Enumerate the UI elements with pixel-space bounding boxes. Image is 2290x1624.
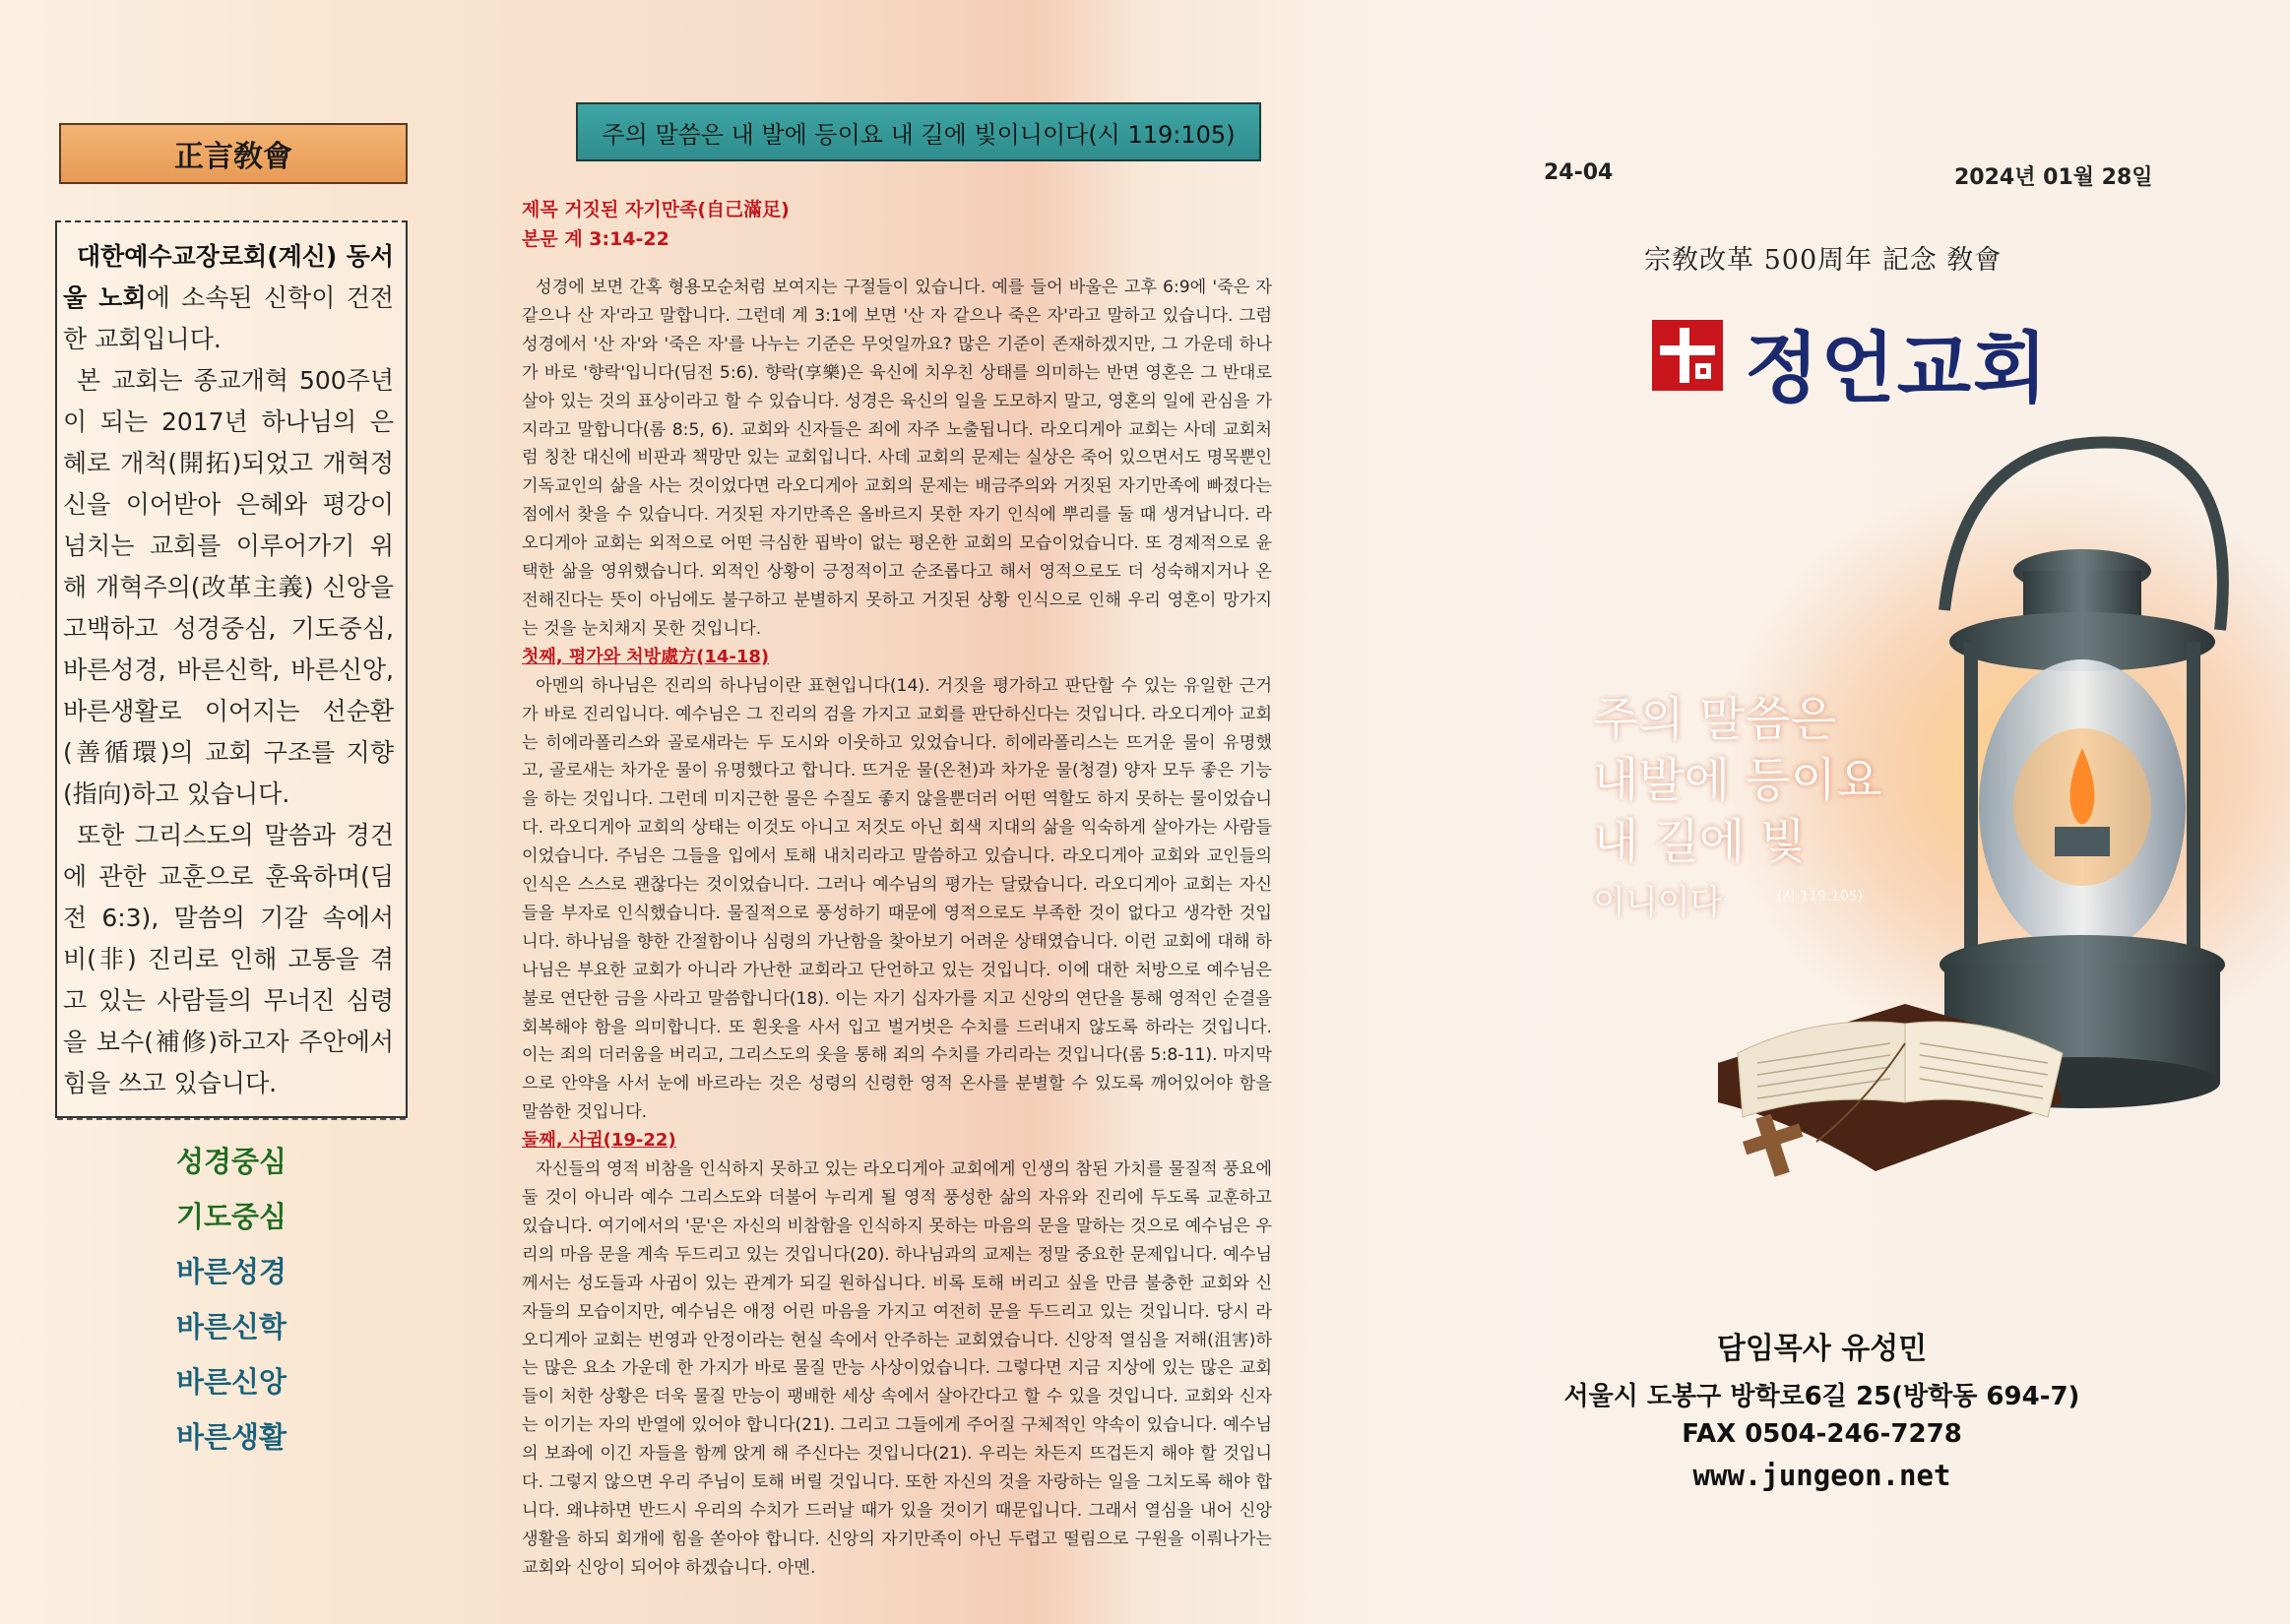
principle-item: 기도중심: [175, 1200, 287, 1233]
left-panel: [0, 0, 433, 1624]
intro-paragraph-3: 또한 그리스도의 말씀과 경건에 관한 교훈으로 훈육하며(딤전 6:3), 말씀의 기갈 속에서 비(非) 진리로 인해 고통을 겪고 있는 사람들의 무너진 심령을 보수(補修)하고자 주안에서 힘을 쓰고 있습니다.: [63, 821, 394, 1097]
introduction-text: [63, 236, 394, 1104]
sermon-paragraph: 아멘의 하나님은 진리의 하나님이란 표현입니다(14). 거짓을 평가하고 판단할 수 있는 유일한 근거가 바로 진리입니다. 예수님은 그 진리의 검을 가지고 교회를 판단하신다는 것입니다. 라오디게아 교회는 히에라폴리스와 골로새라는 두 도시와 이웃하고 있었습니다. 히에라폴리스는 뜨거운 물이 유명했고, 골로새는 차가운 물이 유명했다고 합니다. 뜨거운 물(온천)과 차가운 물(청결) 양자 모두 좋은 기능을 하는 것입니다. 그런데 미지근한 물은 수질도 좋지 않을뿐더러 어떤 역할도 하지 못하는 물이었습니다. 라오디게아 교회의 상태는 이것도 아니고 저것도 아닌 회색 지대의 삶을 익숙하게 살아가는 사람들이었습니다. 주님은 그들을 입에서 토해 내치리라고 말씀하고 있습니다. 라오디게아 교회와 교인들의 인식은 스스로 괜찮다는 것이었습니다. 그러나 예수님의 평가는 달랐습니다. 라오디게아 교회는 자신들을 부자로 인식했습니다. 물질적으로 풍성하기 때문에 영적으로도 부족한 것이 없다고 생각한 것입니다. 하나님을 향한 간절함이나 심령의 가난함을 찾아보기 어려운 상태였습니다. 이런 교회에 대해 하나님은 부요한 교회가 아니라 가난한 교회라고 단언하고 있는 것입니다. 이에 대한 처방으로 예수님은 불로 연단한 금을 사라고 말씀합니다(18). 이는 자기 십자가를 지고 신앙의 연단을 통해 영적인 순결을 회복해야 함을 의미합니다. 또 흰옷을 사서 입고 벌거벗은 수치를 드러내지 않도록 하라는 것입니다. 이는 죄의 더러움을 버리고, 그리스도의 옷을 통해 죄의 수치를 가리라는 것입니다(롬 5:8-11). 마지막으로 안약을 사서 눈에 바르라는 것은 성령의 신령한 영적 온사를 분별할 수 있도록 깨어있어야 함을 말씀한 것입니다.: [522, 675, 1272, 1123]
intro-paragraph-1: 대한예수교장로회(계신) 동서울 노회에 소속된 신학이 건전한 교회입니다.: [63, 242, 394, 353]
cover-panel: [1354, 0, 2290, 1624]
sermon-paragraph: 성경에 보면 간혹 형용모순처럼 보여지는 구절들이 있습니다. 예를 들어 바울은 고후 6:9에 '죽은 자 같으나 산 자'라고 말합니다. 그런데 계 3:1에 보면 '산 자 같으나 죽은 자'라고 말하고 있습니다. 그럼 성경에서 '산 자'와 '죽은 자'를 나누는 기준은 무엇일까요? 많은 기준이 존재하겠지만, 그 가운데 하나가 바로 '향락'입니다(딤전 5:6). 향락(享樂)은 육신에 치우친 상태를 의미하는 반면 영혼은 그 반대로 살아 있는 것의 표상이라고 할 수 있습니다. 성경은 육신의 일을 도모하지 말고, 영혼의 일에 관심을 가지라고 말합니다(롬 8:5, 6). 교회와 신자들은 죄에 자주 노출됩니다. 라오디게아 교회는 사데 교회처럼 칭찬 대신에 비판과 책망만 있는 교회입니다. 사데 교회의 문제는 실상은 죽어 있으면서도 명목뿐인 기독교인의 삶을 사는 것이었다면 라오디게아 교회의 문제는 배금주의와 거짓된 자기만족에 빠졌다는 점에서 찾을 수 있습니다. 거짓된 자기만족은 올바르지 못한 자기 인식에 뿌리를 둘 때 생겨납니다. 라오디게아 교회는 외적으로 어떤 극심한 핍박이 없는 평온한 교회의 모습이었습니다. 또 경제적으로 윤택한 삶을 영위했습니다. 외적인 상황이 긍정적이고 순조롭다고 해서 영적으로도 더 성숙해지거나 온전해진다는 뜻이 아님에도 불구하고 분별하지 못하고 거짓된 상황 인식으로 인해 우리 영혼이 망가지는 것을 눈치채지 못한 것입니다.: [522, 278, 1272, 639]
church-logo-icon: [1652, 320, 1723, 391]
church-hanja-title: 正言敎會: [59, 123, 408, 184]
principles-list: [57, 1118, 406, 1454]
bulletin-number: 24-04: [1544, 160, 1614, 185]
principle-item: 바른신학: [175, 1310, 287, 1343]
sermon-paragraph: 자신들의 영적 비참을 인식하지 못하고 있는 라오디게아 교회에게 인생의 참된 가치를 물질적 풍요에 둘 것이 아니라 예수 그리스도와 더불어 누리게 될 영적 풍성한 삶의 자유와 진리에 두도록 교훈하고 있습니다. 여기에서의 '문'은 자신의 비참함을 인식하지 못하는 마음의 문을 말하는 것으로 예수님은 우리의 마음 문을 계속 두드리고 있는 것입니다(20). 하나님과의 교제는 정말 중요한 문제입니다. 예수님께서는 성도들과 사귐이 있는 관계가 되길 원하십니다. 비록 토해 버리고 싶을 만큼 불충한 교회와 신자들의 모습이지만, 예수님은 애정 어린 마음을 가지고 여전히 문을 두드리고 있는 것입니다. 당시 라오디게아 교회는 번영과 안정이라는 현실 속에서 안주하는 교회였습니다. 신앙적 열심을 저해(沮害)하는 많은 요소 가운데 한 가지가 바로 물질 만능 사상이었습니다. 그렇다면 지금 지상에 있는 많은 교회들이 처한 상황은 더욱 물질 만능이 팽배한 세상 속에서 살아간다고 할 수 있을 것입니다. 교회와 신자는 이기는 자의 반열에 있어야 합니다(21). 그리고 그들에게 주어질 구체적인 약속이 있습니다. 예수님의 보좌에 이긴 자들을 함께 앉게 해 주신다는 것입니다(21). 우리는 차든지 뜨겁든지 해야 할 것입니다. 그렇지 않으면 우리 주님이 토해 버릴 것입니다. 또한 자신의 것을 자랑하는 일을 그치도록 해야 합니다. 왜냐하면 반드시 우리의 수치가 드러날 때가 있을 것이기 때문입니다. 그래서 열심을 내어 신앙생활을 하되 회개에 힘을 쏟아야 합니다. 신앙의 자기만족이 아닌 두렵고 떨림으로 구원을 이뤄나가는 교회와 신앙이 되어야 하겠습니다. 아멘.: [522, 1159, 1272, 1578]
church-introduction-box: [55, 220, 408, 1454]
fax-number: FAX 0504-246-7278: [1682, 1419, 1962, 1449]
sermon-panel: [433, 0, 1354, 1624]
principle-item: 성경중심: [175, 1145, 287, 1178]
sermon-scripture: 본문 계 3:14-22: [522, 228, 669, 250]
principle-item: 바른신앙: [175, 1365, 287, 1399]
sermon-subheading: 첫째, 평가와 처방處方(14-18): [522, 646, 770, 667]
sermon-title: 제목 거짓된 자기만족(自己滿足): [522, 199, 790, 220]
church-address: 서울시 도봉구 방학로6길 25(방학동 694-7): [1563, 1382, 2080, 1411]
principle-item: 바른생활: [175, 1420, 287, 1454]
principle-item: 바른성경: [175, 1255, 287, 1288]
website-link[interactable]: www.jungeon.net: [1692, 1459, 1951, 1492]
verse-overlay: 주의 말씀은 내발에 등이요 내 길에 빛 이니이다: [1593, 692, 1882, 922]
pastor-name: 담임목사 유성민: [1716, 1332, 1928, 1366]
intro-paragraph-2: 본 교회는 종교개혁 500주년이 되는 2017년 하나님의 은혜로 개척(開拓)되었고 개혁정신을 이어받아 은혜와 평강이 넘치는 교회를 이루어가기 위해 개혁주의(改革主義) 신앙을 고백하고 성경중심, 기도중심, 바른성경, 바른신학, 바른신앙, 바른생활로 이어지는 선순환(善循環)의 교회 구조를 지향(指向)하고 있습니다.: [63, 366, 394, 808]
verse-banner: 주의 말씀은 내 발에 등이요 내 길에 빛이니이다(시 119:105): [576, 102, 1261, 161]
sermon-subheading: 둘째, 사귐(19-22): [522, 1130, 676, 1152]
sermon-header: [522, 195, 790, 254]
sermon-body: [522, 274, 1272, 1583]
bulletin-date: 2024년 01월 28일: [1954, 165, 2153, 190]
cover-subtitle: 宗敎改革 500周年 記念 敎會: [1644, 245, 2003, 276]
verse-reference: (시 119:105): [1777, 889, 1864, 905]
intro-denomination: 대한예수교장로회(계신) 동서울 노회: [63, 242, 394, 312]
church-name: 정언교회: [1745, 325, 2050, 413]
